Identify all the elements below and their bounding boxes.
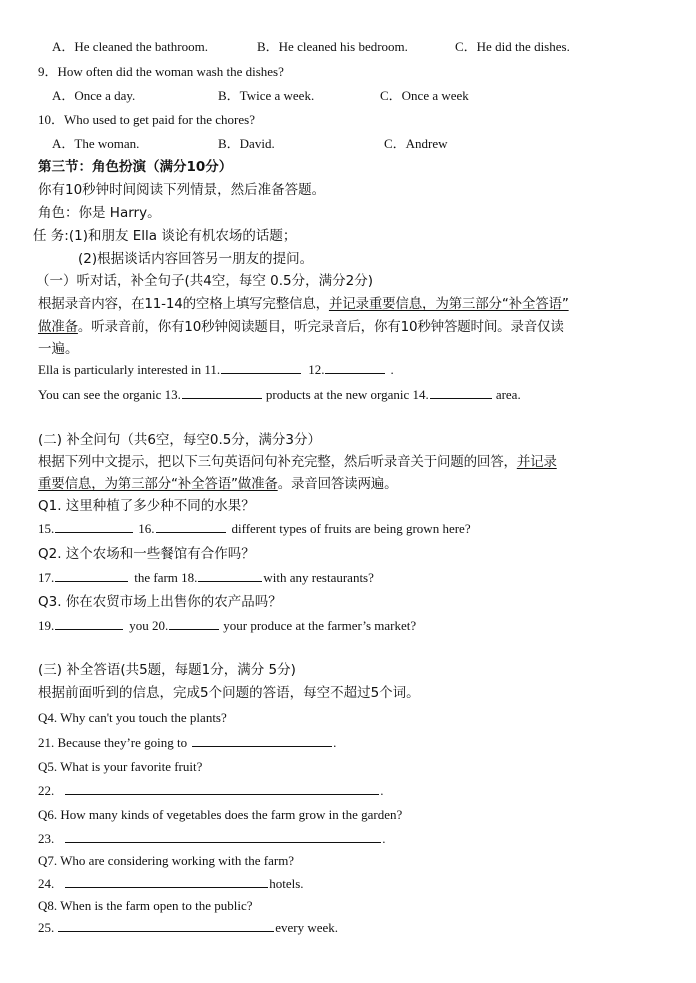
answer-22: 22. . xyxy=(38,783,384,798)
blank-23[interactable] xyxy=(65,830,381,843)
sentence-15-16: 15. 16. different types of fruits are being grown here? xyxy=(38,521,471,536)
answer-24: 24. hotels. xyxy=(38,876,304,891)
part1-heading: （一）听对话，补全句子(共4空，每空 0.5分，满分2分) xyxy=(36,273,373,289)
part3-heading: (三) 补全答语(共5题，每题1分，满分 5分) xyxy=(38,662,296,678)
blank-22[interactable] xyxy=(65,782,379,795)
q10-option-a: A．The woman. xyxy=(52,136,140,151)
blank-19[interactable] xyxy=(55,617,123,630)
sentence-17-18: 17. the farm 18. with any restaurants? xyxy=(38,570,374,585)
q4-question: Q4. Why can't you touch the plants? xyxy=(38,710,227,725)
q3-chinese: Q3. 你在农贸市场上出售你的农产品吗？ xyxy=(38,594,282,610)
blank-20[interactable] xyxy=(169,617,219,630)
q8-option-b: B．He cleaned his bedroom. xyxy=(257,39,408,54)
q5-question: Q5. What is your favorite fruit? xyxy=(38,759,203,774)
part1-instruction-line3: 一遍。 xyxy=(38,341,79,357)
blank-12[interactable] xyxy=(325,361,385,374)
q8-question: Q8. When is the farm open to the public? xyxy=(38,898,253,913)
blank-16[interactable] xyxy=(156,520,226,533)
q10-option-b: B．David. xyxy=(218,136,275,151)
blank-21[interactable] xyxy=(192,734,332,747)
answer-23: 23. . xyxy=(38,831,386,846)
blank-11[interactable] xyxy=(221,361,301,374)
q9-option-b: B．Twice a week. xyxy=(218,88,315,103)
q9-stem: 9．How often did the woman wash the dishes? xyxy=(38,64,284,79)
q1-chinese: Q1. 这里种植了多少种不同的水果？ xyxy=(38,498,255,514)
sentence-19-20: 19. you 20. your produce at the farmer’s market? xyxy=(38,618,417,633)
part2-instruction-line2: 重要信息，为第三部分“补全答语”做准备。录音回答读两遍。 xyxy=(38,476,398,492)
q10-stem: 10．Who used to get paid for the chores? xyxy=(38,112,255,127)
q2-chinese: Q2. 这个农场和一些餐馆有合作吗？ xyxy=(38,546,255,562)
part1-instruction-line2: 做准备。听录音前，你有10秒钟阅读题目，听完录音后，你有10秒钟答题时间。录音仅读 xyxy=(38,319,564,335)
blank-17[interactable] xyxy=(55,569,128,582)
answer-25: 25. every week. xyxy=(38,920,339,935)
section3-task2: (2)根据谈话内容回答另一朋友的提问。 xyxy=(78,251,314,267)
section3-role: 角色：你是 Harry。 xyxy=(38,205,161,221)
sentence-13-14: You can see the organic 13. products at the new organic 14. area. xyxy=(38,387,521,402)
blank-25[interactable] xyxy=(58,919,274,932)
blank-13[interactable] xyxy=(182,386,262,399)
part1-instruction-line1: 根据录音内容，在11-14的空格上填写完整信息，并记录重要信息，为第三部分“补全答语” xyxy=(38,296,569,312)
blank-18[interactable] xyxy=(198,569,262,582)
q6-question: Q6. How many kinds of vegetables does the farm grow in the garden? xyxy=(38,807,403,822)
section3-intro: 你有10秒钟时间阅读下列情景，然后准备答题。 xyxy=(38,182,326,198)
blank-24[interactable] xyxy=(65,875,268,888)
blank-14[interactable] xyxy=(430,386,492,399)
section3-heading: 第三节：角色扮演（满分10分） xyxy=(38,159,233,175)
part2-instruction-line1: 根据下列中文提示，把以下三句英语问句补充完整，然后听录音关于问题的回答，并记录 xyxy=(38,454,557,470)
blank-15[interactable] xyxy=(55,520,133,533)
part2-heading: (二) 补全问句（共6空，每空0.5分，满分3分） xyxy=(38,432,321,448)
q10-option-c: C．Andrew xyxy=(384,136,448,151)
q7-question: Q7. Who are considering working with the farm? xyxy=(38,853,295,868)
sentence-11-12: Ella is particularly interested in 11. 12. . xyxy=(38,362,394,377)
q8-option-c: C．He did the dishes. xyxy=(455,39,570,54)
answer-21: 21. Because they’re going to . xyxy=(38,735,337,750)
part3-instruction: 根据前面听到的信息，完成5个问题的答语，每空不超过5个词。 xyxy=(38,685,420,701)
q9-option-a: A．Once a day. xyxy=(52,88,136,103)
q8-option-a: A．He cleaned the bathroom. xyxy=(52,39,208,54)
section3-task1: 任 务:(1)和朋友 Ella 谈论有机农场的话题； xyxy=(33,228,297,244)
q9-option-c: C．Once a week xyxy=(380,88,469,103)
